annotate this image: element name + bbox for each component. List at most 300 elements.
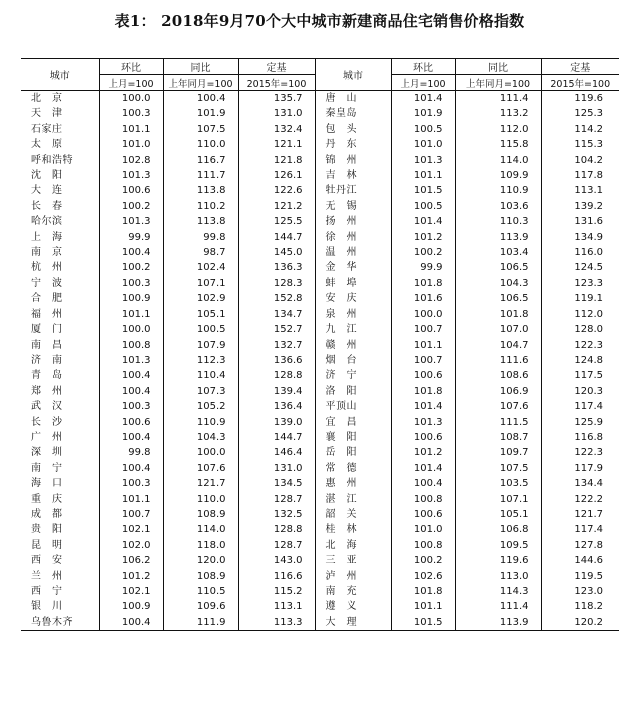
mom-value-right: 100.6 [391,430,455,445]
fixed-value-left: 128.8 [238,368,315,383]
yoy-value-right: 112.0 [455,122,541,137]
fixed-value-left: 135.7 [238,91,315,107]
fixed-value-right: 116.8 [541,430,619,445]
yoy-value-left: 110.5 [163,584,238,599]
yoy-value-left: 99.8 [163,230,238,245]
city-name-left: 海 口 [31,478,63,490]
city-name-left: 南 昌 [31,339,63,351]
fixed-value-right: 117.4 [541,522,619,537]
yoy-value-left: 98.7 [163,245,238,260]
table-row [21,338,619,353]
mom-base-right: 上月=100 [391,75,455,91]
mom-value-right: 101.1 [391,599,455,614]
mom-value-left: 100.6 [99,183,163,198]
table-row [21,353,619,368]
fixed-value-right: 117.4 [541,399,619,414]
city-name-left: 西 宁 [31,586,63,597]
city-name-left: 郑 州 [31,385,63,397]
fixed-value-left: 121.8 [238,153,315,168]
mom-value-right: 101.4 [391,91,455,107]
city-name-left: 合 肥 [31,293,63,305]
table-row [21,91,619,107]
yoy-value-left: 116.7 [163,153,238,168]
mom-value-right: 100.0 [391,307,455,322]
fixed-value-left: 145.0 [238,245,315,260]
fixed-value-left: 113.1 [238,599,315,614]
fixed-header-left: 定基 [238,59,315,75]
yoy-value-left: 110.0 [163,492,238,507]
mom-value-right: 101.2 [391,230,455,245]
fixed-value-right: 119.5 [541,569,619,584]
yoy-value-right: 107.5 [455,461,541,476]
table-row [21,199,619,214]
yoy-value-left: 100.0 [163,445,238,460]
table-row [21,399,619,414]
city-name-right: 北 海 [315,538,391,553]
mom-value-left: 102.0 [99,538,163,553]
city-name-left: 昆 明 [31,539,63,551]
city-name-left: 成 都 [31,508,63,520]
city-name-left: 南 京 [31,247,63,259]
yoy-value-left: 110.2 [163,199,238,214]
yoy-value-left: 105.1 [163,307,238,322]
city-name-left: 长 春 [31,200,63,212]
yoy-value-left: 121.7 [163,476,238,491]
mom-value-right: 101.3 [391,153,455,168]
fixed-value-left: 131.0 [238,106,315,121]
fixed-value-left: 131.0 [238,461,315,476]
city-name-left: 厦 门 [31,324,63,336]
fixed-value-left: 152.7 [238,322,315,337]
table-row [21,183,619,198]
city-header-right: 城市 [315,59,391,91]
fixed-value-left: 134.7 [238,307,315,322]
table-row [21,168,619,183]
city-name-left: 青 岛 [31,370,63,382]
yoy-value-right: 105.1 [455,507,541,522]
fixed-value-right: 120.3 [541,384,619,399]
yoy-value-left: 111.7 [163,168,238,183]
fixed-value-left: 128.7 [238,492,315,507]
mom-value-right: 100.7 [391,353,455,368]
yoy-value-right: 114.0 [455,153,541,168]
yoy-value-right: 110.9 [455,183,541,198]
yoy-value-left: 102.9 [163,291,238,306]
fixed-value-left: 121.2 [238,199,315,214]
city-name-right: 泉 州 [315,307,391,322]
city-name-right: 常 德 [315,461,391,476]
yoy-value-left: 108.9 [163,569,238,584]
mom-base-left: 上月=100 [99,75,163,91]
yoy-value-right: 107.1 [455,492,541,507]
yoy-value-right: 104.7 [455,338,541,353]
city-name-right: 秦皇岛 [315,106,391,121]
fixed-value-left: 122.6 [238,183,315,198]
city-name-left: 石家庄 [31,123,63,135]
mom-value-right: 99.9 [391,260,455,275]
city-name-right: 宜 昌 [315,415,391,430]
mom-value-right: 101.8 [391,584,455,599]
fixed-value-right: 124.8 [541,353,619,368]
fixed-value-right: 131.6 [541,214,619,229]
yoy-value-left: 113.8 [163,214,238,229]
city-name-left: 重 庆 [31,493,63,505]
fixed-value-right: 114.2 [541,122,619,137]
fixed-base-right: 2015年=100 [541,75,619,91]
yoy-value-left: 101.9 [163,106,238,121]
city-name-right: 锦 州 [315,153,391,168]
mom-value-right: 101.8 [391,384,455,399]
yoy-value-right: 113.2 [455,106,541,121]
yoy-value-right: 108.6 [455,368,541,383]
mom-value-left: 100.3 [99,106,163,121]
fixed-value-left: 125.5 [238,214,315,229]
mom-value-left: 100.4 [99,245,163,260]
yoy-value-right: 106.9 [455,384,541,399]
yoy-value-right: 111.5 [455,415,541,430]
mom-value-right: 101.1 [391,168,455,183]
mom-value-left: 101.1 [99,492,163,507]
mom-value-right: 100.5 [391,122,455,137]
yoy-value-right: 103.4 [455,245,541,260]
table-row [21,307,619,322]
mom-value-right: 101.1 [391,338,455,353]
fixed-value-right: 123.0 [541,584,619,599]
mom-value-left: 100.4 [99,368,163,383]
fixed-value-left: 132.5 [238,507,315,522]
yoy-value-right: 109.7 [455,445,541,460]
yoy-value-left: 107.6 [163,461,238,476]
yoy-value-right: 110.3 [455,214,541,229]
city-name-left: 太 原 [31,139,63,151]
table-row [21,322,619,337]
yoy-value-left: 107.1 [163,276,238,291]
mom-value-left: 100.4 [99,615,163,631]
city-name-left: 武 汉 [31,401,63,413]
fixed-value-right: 112.0 [541,307,619,322]
mom-value-right: 101.0 [391,522,455,537]
table-row [21,430,619,445]
city-name-right: 徐 州 [315,230,391,245]
table-row [21,230,619,245]
mom-value-left: 101.1 [99,122,163,137]
yoy-value-right: 114.3 [455,584,541,599]
mom-value-right: 101.3 [391,415,455,430]
mom-value-right: 101.2 [391,445,455,460]
yoy-value-left: 110.9 [163,415,238,430]
city-name-left: 济 南 [31,354,63,366]
city-name-right: 泸 州 [315,569,391,584]
table-body [21,91,619,631]
city-name-right: 岳 阳 [315,445,391,460]
city-name-right: 吉 林 [315,168,391,183]
mom-header-right: 环比 [391,59,455,75]
fixed-value-right: 115.3 [541,137,619,152]
table-title: 表1： 2018年9月70个大中城市新建商品住宅销售价格指数 [114,12,525,30]
mom-value-right: 100.5 [391,199,455,214]
yoy-header-right: 同比 [455,59,541,75]
city-name-left: 天 津 [31,108,63,120]
yoy-value-left: 110.4 [163,368,238,383]
yoy-value-right: 111.6 [455,353,541,368]
mom-value-left: 100.6 [99,415,163,430]
yoy-value-left: 105.2 [163,399,238,414]
yoy-value-right: 107.6 [455,399,541,414]
fixed-value-left: 144.7 [238,230,315,245]
yoy-value-right: 108.7 [455,430,541,445]
city-name-left: 乌鲁木齐 [31,616,73,628]
fixed-value-left: 115.2 [238,584,315,599]
yoy-value-left: 111.9 [163,615,238,631]
table-row [21,445,619,460]
mom-value-right: 100.2 [391,245,455,260]
table-row [21,276,619,291]
yoy-value-right: 115.8 [455,137,541,152]
mom-value-left: 99.9 [99,230,163,245]
table-row [21,476,619,491]
table-row [21,384,619,399]
table-row [21,122,619,137]
fixed-value-right: 120.2 [541,615,619,631]
city-name-right: 蚌 埠 [315,276,391,291]
fixed-value-right: 134.4 [541,476,619,491]
mom-value-left: 100.8 [99,338,163,353]
city-name-left: 深 圳 [31,447,63,459]
table-row [21,214,619,229]
city-name-right: 无 锡 [315,199,391,214]
mom-value-left: 100.7 [99,507,163,522]
mom-value-left: 106.2 [99,553,163,568]
table-row [21,553,619,568]
fixed-value-left: 126.1 [238,168,315,183]
table-row [21,291,619,306]
fixed-value-left: 139.4 [238,384,315,399]
mom-value-right: 101.4 [391,214,455,229]
fixed-value-right: 121.7 [541,507,619,522]
city-name-right: 温 州 [315,245,391,260]
yoy-header-left: 同比 [163,59,238,75]
yoy-value-left: 107.5 [163,122,238,137]
mom-value-right: 101.8 [391,276,455,291]
city-name-left: 大 连 [31,185,63,197]
fixed-value-right: 119.6 [541,91,619,107]
city-name-right: 烟 台 [315,353,391,368]
fixed-value-left: 136.4 [238,399,315,414]
fixed-value-right: 127.8 [541,538,619,553]
table-row [21,106,619,121]
yoy-value-right: 107.0 [455,322,541,337]
mom-value-right: 101.5 [391,183,455,198]
table-row [21,522,619,537]
table-row [21,245,619,260]
mom-value-right: 101.6 [391,291,455,306]
yoy-value-left: 110.0 [163,137,238,152]
fixed-value-left: 146.4 [238,445,315,460]
table-row [21,538,619,553]
city-name-left: 广 州 [31,431,63,443]
fixed-value-left: 152.8 [238,291,315,306]
fixed-value-right: 116.0 [541,245,619,260]
yoy-value-left: 118.0 [163,538,238,553]
fixed-value-left: 113.3 [238,615,315,631]
yoy-value-right: 103.6 [455,199,541,214]
fixed-value-right: 125.9 [541,415,619,430]
city-name-right: 平顶山 [315,399,391,414]
fixed-value-right: 123.3 [541,276,619,291]
mom-header-left: 环比 [99,59,163,75]
yoy-value-left: 109.6 [163,599,238,614]
yoy-value-right: 113.9 [455,615,541,631]
mom-value-left: 102.1 [99,584,163,599]
city-name-right: 金 华 [315,260,391,275]
city-name-left: 西 安 [31,555,63,567]
table-row [21,415,619,430]
mom-value-right: 100.6 [391,368,455,383]
yoy-value-right: 109.5 [455,538,541,553]
fixed-value-right: 104.2 [541,153,619,168]
city-name-left: 银 川 [31,601,63,613]
mom-value-left: 101.0 [99,137,163,152]
yoy-value-right: 106.8 [455,522,541,537]
table-row [21,137,619,152]
fixed-value-right: 122.3 [541,445,619,460]
yoy-value-left: 100.5 [163,322,238,337]
city-name-right: 惠 州 [315,476,391,491]
fixed-value-left: 136.3 [238,260,315,275]
table-row [21,153,619,168]
city-name-right: 丹 东 [315,137,391,152]
city-name-right: 牡丹江 [315,183,391,198]
yoy-value-left: 104.3 [163,430,238,445]
city-name-left: 南 宁 [31,462,63,474]
mom-value-left: 100.2 [99,199,163,214]
city-name-right: 韶 关 [315,507,391,522]
yoy-value-right: 111.4 [455,599,541,614]
city-name-left: 宁 波 [31,277,63,289]
yoy-value-right: 111.4 [455,91,541,107]
mom-value-right: 100.4 [391,476,455,491]
yoy-value-left: 102.4 [163,260,238,275]
mom-value-left: 100.0 [99,91,163,107]
mom-value-left: 100.9 [99,599,163,614]
fixed-value-left: 134.5 [238,476,315,491]
fixed-value-right: 117.9 [541,461,619,476]
fixed-value-left: 132.4 [238,122,315,137]
mom-value-left: 101.1 [99,307,163,322]
city-name-right: 襄 阳 [315,430,391,445]
city-name-left: 福 州 [31,308,63,320]
mom-value-right: 100.8 [391,492,455,507]
city-name-right: 遵 义 [315,599,391,614]
mom-value-left: 102.1 [99,522,163,537]
table-row [21,599,619,614]
fixed-value-right: 119.1 [541,291,619,306]
city-name-left: 呼和浩特 [31,154,73,166]
fixed-value-left: 121.1 [238,137,315,152]
fixed-value-right: 134.9 [541,230,619,245]
fixed-value-left: 132.7 [238,338,315,353]
city-name-left: 兰 州 [31,570,63,582]
mom-value-left: 100.4 [99,430,163,445]
yoy-value-right: 101.8 [455,307,541,322]
city-name-left: 哈尔滨 [31,216,63,228]
fixed-value-right: 122.2 [541,492,619,507]
mom-value-left: 101.3 [99,168,163,183]
city-name-right: 包 头 [315,122,391,137]
table-row [21,260,619,275]
fixed-value-left: 128.3 [238,276,315,291]
fixed-value-right: 125.3 [541,106,619,121]
city-name-right: 唐 山 [315,91,391,107]
city-header-left: 城市 [21,59,99,91]
yoy-value-right: 106.5 [455,291,541,306]
fixed-value-right: 124.5 [541,260,619,275]
yoy-value-right: 104.3 [455,276,541,291]
fixed-base-left: 2015年=100 [238,75,315,91]
mom-value-right: 101.4 [391,399,455,414]
mom-value-left: 100.3 [99,399,163,414]
mom-value-right: 102.6 [391,569,455,584]
mom-value-right: 100.7 [391,322,455,337]
fixed-value-right: 122.3 [541,338,619,353]
mom-value-right: 101.0 [391,137,455,152]
table-row [21,492,619,507]
fixed-value-right: 117.5 [541,368,619,383]
mom-value-left: 100.3 [99,276,163,291]
fixed-value-right: 113.1 [541,183,619,198]
yoy-value-right: 119.6 [455,553,541,568]
table-row [21,584,619,599]
fixed-value-left: 136.6 [238,353,315,368]
mom-value-right: 100.2 [391,553,455,568]
fixed-value-right: 128.0 [541,322,619,337]
yoy-base-right: 上年同月=100 [455,75,541,91]
mom-value-left: 99.8 [99,445,163,460]
mom-value-right: 100.6 [391,507,455,522]
fixed-value-right: 139.2 [541,199,619,214]
mom-value-left: 101.3 [99,214,163,229]
fixed-value-right: 144.6 [541,553,619,568]
fixed-value-left: 128.8 [238,522,315,537]
city-name-left: 贵 阳 [31,524,63,536]
city-name-right: 安 庆 [315,291,391,306]
mom-value-left: 101.2 [99,569,163,584]
city-name-right: 大 理 [315,615,391,631]
yoy-value-left: 112.3 [163,353,238,368]
mom-value-right: 101.9 [391,106,455,121]
city-name-right: 洛 阳 [315,384,391,399]
city-name-right: 九 江 [315,322,391,337]
city-name-right: 南 充 [315,584,391,599]
fixed-value-right: 118.2 [541,599,619,614]
fixed-value-left: 143.0 [238,553,315,568]
city-name-right: 湛 江 [315,492,391,507]
city-name-left: 长 沙 [31,416,63,428]
table-row [21,569,619,584]
mom-value-left: 100.0 [99,322,163,337]
fixed-value-left: 139.0 [238,415,315,430]
mom-value-left: 101.3 [99,353,163,368]
yoy-value-left: 113.8 [163,183,238,198]
mom-value-right: 101.4 [391,461,455,476]
mom-value-right: 100.8 [391,538,455,553]
city-name-right: 桂 林 [315,522,391,537]
yoy-value-left: 108.9 [163,507,238,522]
yoy-value-left: 107.3 [163,384,238,399]
yoy-base-left: 上年同月=100 [163,75,238,91]
fixed-value-left: 144.7 [238,430,315,445]
city-name-left: 沈 阳 [31,170,63,182]
